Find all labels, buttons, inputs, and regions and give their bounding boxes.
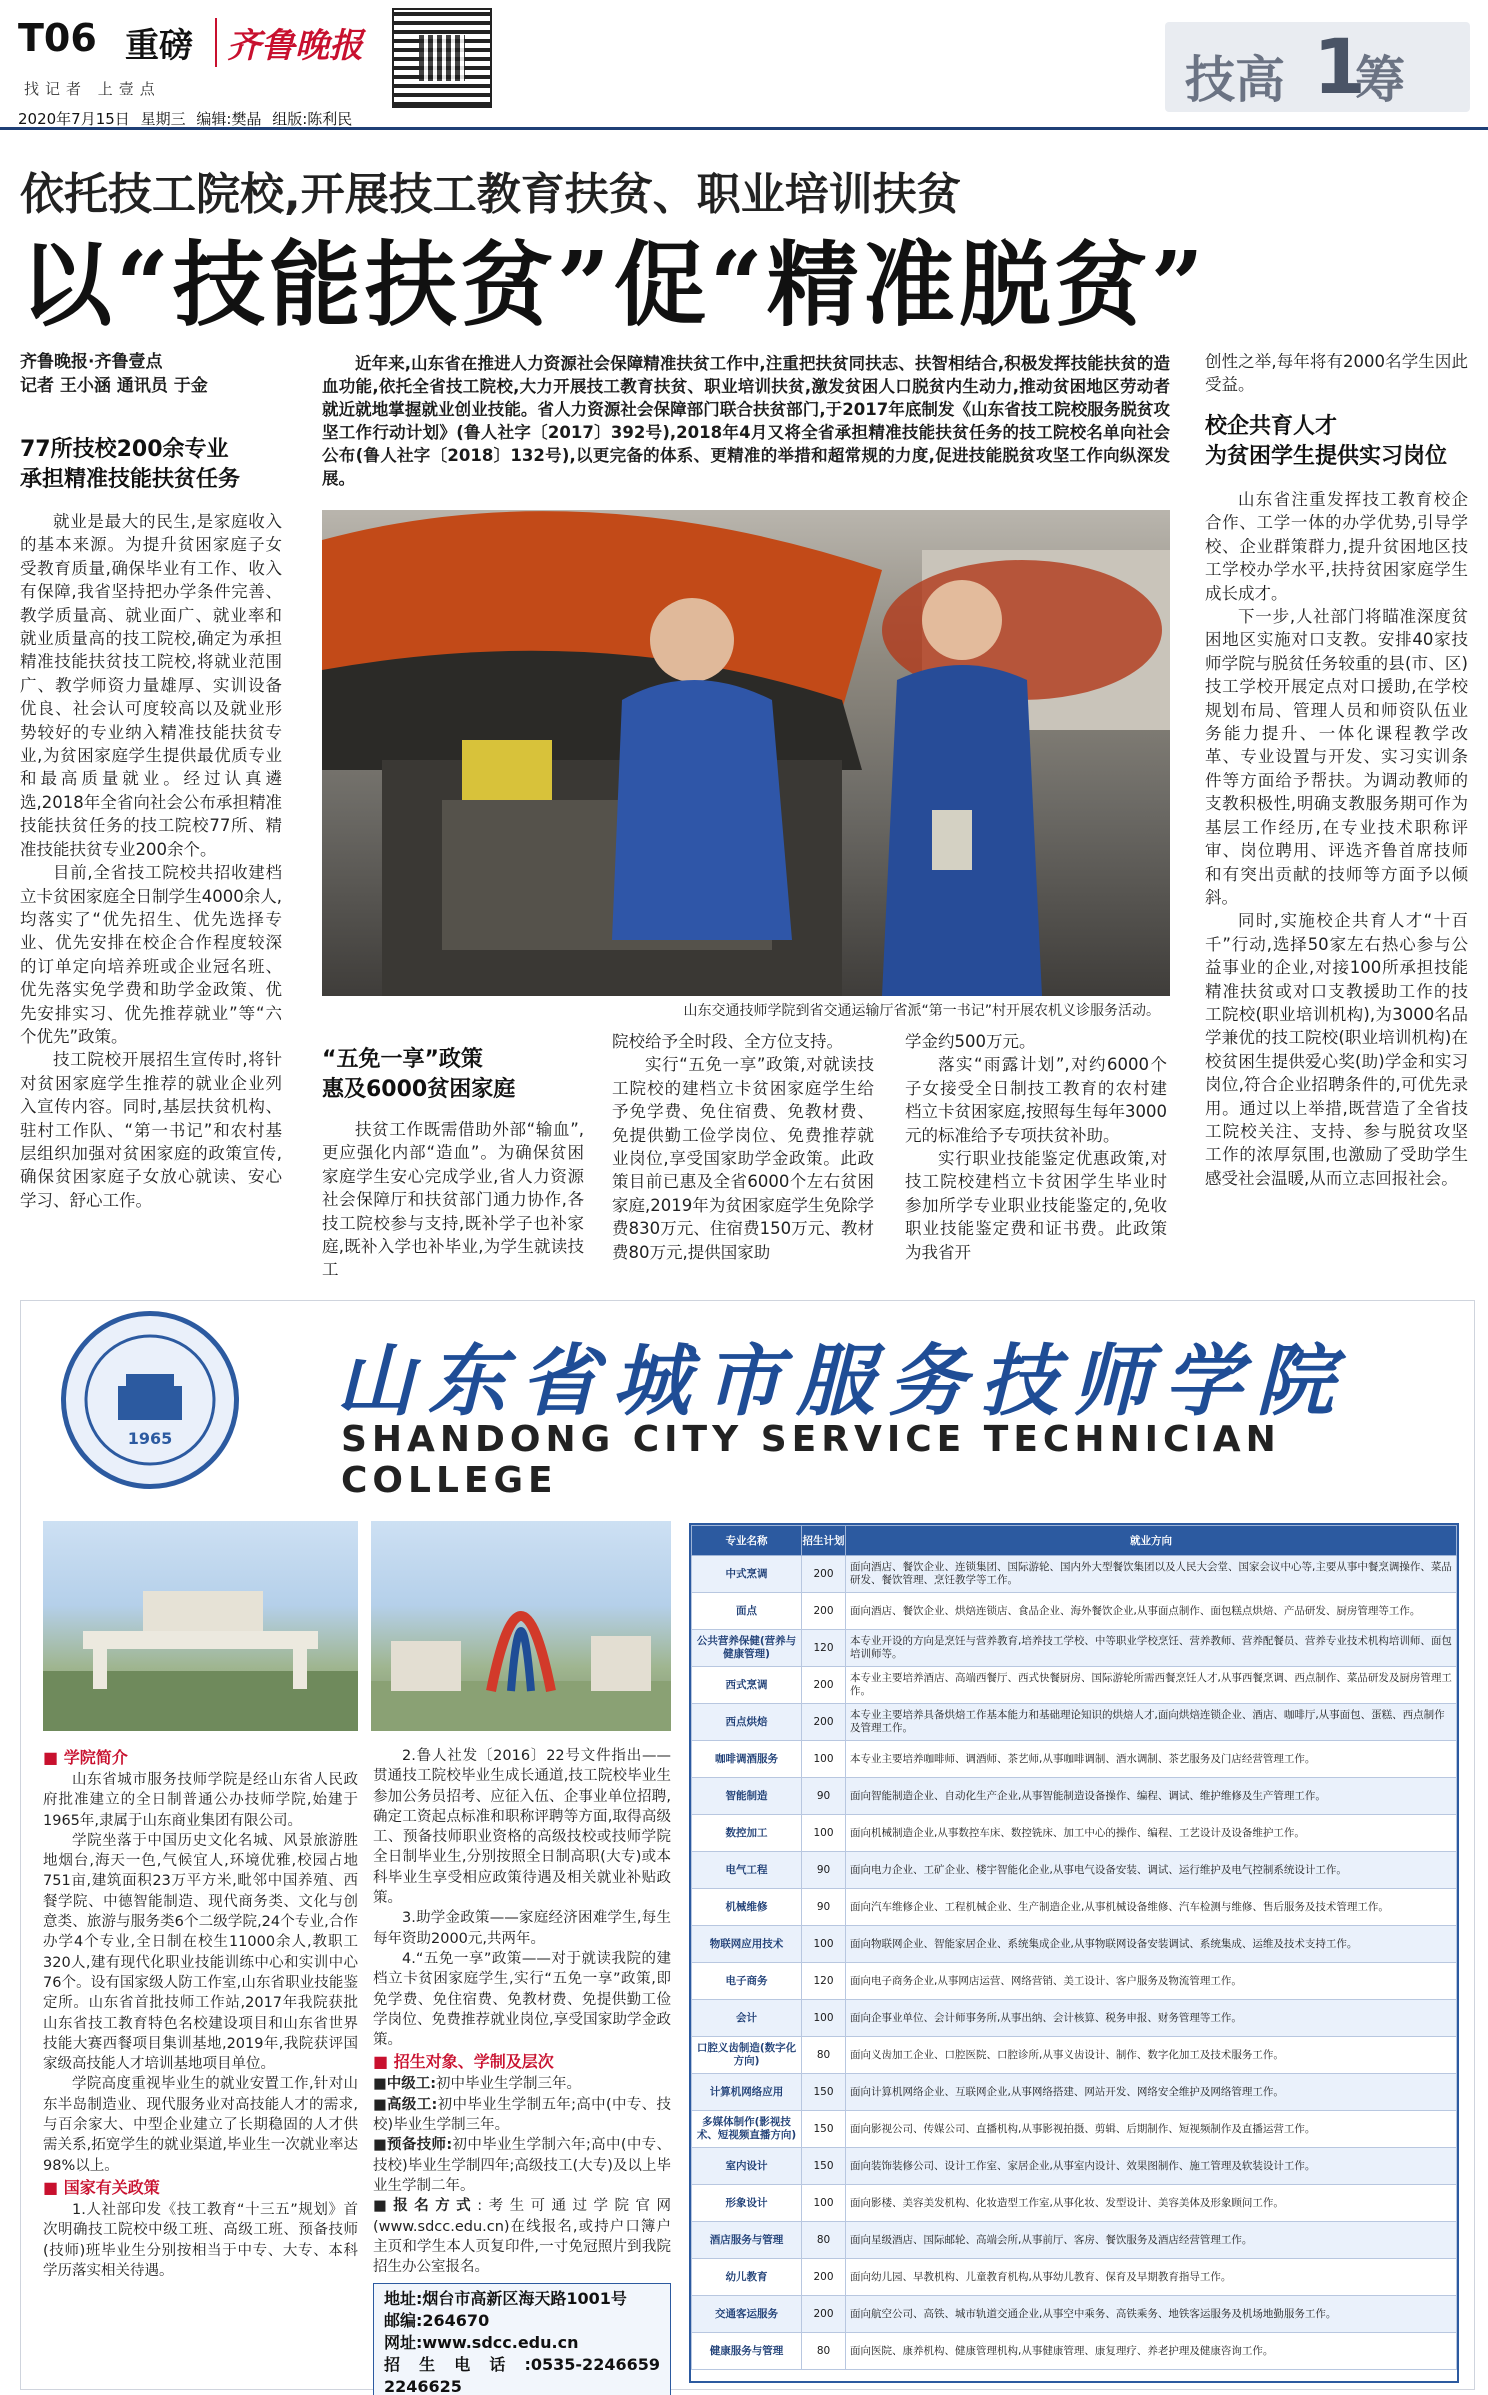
paragraph: 下一步,人社部门将瞄准深度贫困地区实施对口支教。安排40家技师学院与脱贫任务较重的县(市、区)技工学校开展定点对口援助,在学校规划布局、管理人员和师资队伍业务能力提升、一体化课程教学改革、专业设置与开发、实习实训条件等方面给予帮扶。为调动教师的支教积极性,明确支教服务期可作为基层工作经历,在专业技术职称评审、岗位聘用、评选齐鲁首席技师和有突出贡献的技师等方面予以倾斜。	[1205, 607, 1468, 907]
college-name-cn: 山东省城市服务技师学院	[336, 1336, 1349, 1427]
table-row	[692, 1815, 1457, 1852]
major-name-cell: 中式烹调	[692, 1556, 802, 1593]
apply-heading: 报名方式	[393, 2198, 478, 2215]
enroll-mid: ■中级工:初中毕业生学制三年。	[373, 2076, 582, 2093]
major-plan-cell: 100	[802, 2185, 846, 2222]
newspaper-name: 齐鲁晚报	[215, 18, 363, 67]
table-row	[692, 1704, 1457, 1741]
headline: 以“技能扶贫”促“精准脱贫”	[20, 231, 1208, 339]
byline-authors: 记者 王小涵 通讯员 于金	[20, 376, 208, 396]
masthead	[0, 0, 1488, 130]
table-row	[692, 1741, 1457, 1778]
postcode: 邮编:264670	[384, 2311, 490, 2331]
major-name-cell: 交通客运服务	[692, 2296, 802, 2333]
paragraph: 3.助学金政策——家庭经济困难学生,每生每年资助2000元,共两年。	[373, 1910, 671, 1947]
paragraph: 4.“五免一享”政策——对于就读我院的建档立卡贫困家庭学生,实行“五免一享”政策,即免学费、免住宿费、免教材费、免提供勤工俭学岗位、免费推荐就业岗位,享受国家助学金政策。	[373, 1950, 671, 2049]
table-header-direction: 就业方向	[846, 1526, 1457, 1556]
majors-table-panel	[689, 1523, 1459, 2383]
major-direction-cell: 面向企事业单位、会计师事务所,从事出纳、会计核算、税务申报、财务管理等工作。	[846, 2000, 1457, 2037]
major-name-cell: 幼儿教育	[692, 2259, 802, 2296]
major-plan-cell: 200	[802, 1667, 846, 1704]
column-logo-text-a: 技高	[1185, 51, 1285, 109]
major-name-cell: 健康服务与管理	[692, 2333, 802, 2370]
apply-method: ■报名方式:考生可通过学院官网(www.sdcc.edu.cn)在线报名,或持户口簿户主页和学生本人页复印件,一寸免冠照片到我院招生办公室报名。	[373, 2198, 672, 2276]
policy-heading: ■ 国家有关政策	[43, 2177, 160, 2197]
majors-table-body	[692, 1556, 1457, 2370]
lead-paragraph	[322, 352, 1170, 490]
major-plan-cell: 200	[802, 2296, 846, 2333]
major-direction-cell: 面向计算机网络企业、互联网企业,从事网络搭建、网站开发、网络安全维护及网络管理工作。	[846, 2074, 1457, 2111]
table-row	[692, 1630, 1457, 1667]
column-5	[1205, 488, 1468, 1190]
enroll-phone: 招生电话:0535-2246659 2246625	[384, 2355, 660, 2395]
qr-code-icon[interactable]	[392, 8, 492, 108]
paragraph: 山东省注重发挥技工教育校企合作、工学一体的办学优势,引导学校、企业群策群力,提升贫困地区技工学校办学水平,扶持贫困家庭学生成长成才。	[1205, 490, 1468, 603]
table-row	[692, 2259, 1457, 2296]
enroll-heading: ■ 招生对象、学制及层次	[373, 2052, 554, 2072]
enroll-pre-label: 预备技师:	[387, 2137, 453, 2154]
major-direction-cell: 面向幼儿园、早教机构、儿童教育机构,从事幼儿教育、保育及早期教育指导工作。	[846, 2259, 1457, 2296]
major-name-cell: 西式烹调	[692, 1667, 802, 1704]
major-plan-cell: 100	[802, 1815, 846, 1852]
intro-heading-text: 学院简介	[63, 1748, 128, 1767]
section-name: 重磅	[125, 26, 193, 66]
table-row	[692, 1889, 1457, 1926]
subheading-1: 77所技校200余专业 承担精准技能扶贫任务	[20, 437, 241, 492]
page-number: T06	[18, 16, 97, 60]
major-name-cell: 智能制造	[692, 1778, 802, 1815]
major-direction-cell: 面向航空公司、高铁、城市轨道交通企业,从事空中乘务、高铁乘务、地铁客运服务及机场地勤服务工作。	[846, 2296, 1457, 2333]
major-plan-cell: 80	[802, 2222, 846, 2259]
editor: 编辑:樊晶	[196, 110, 262, 128]
major-plan-cell: 200	[802, 1556, 846, 1593]
major-direction-cell: 面向影楼、美容美发机构、化妆造型工作室,从事化妆、发型设计、美容美体及形象顾问工作。	[846, 2185, 1457, 2222]
enroll-high: ■高级工:初中毕业生学制五年;高中(中专、技校)毕业生学制三年。	[373, 2096, 671, 2134]
college-logo-icon	[61, 1311, 239, 1489]
byline	[20, 350, 280, 398]
table-row	[692, 2185, 1457, 2222]
major-name-cell: 室内设计	[692, 2148, 802, 2185]
ad-column-2	[373, 1746, 671, 2395]
table-header-major: 专业名称	[692, 1526, 802, 1556]
campus-gate-photo	[43, 1521, 358, 1731]
column-1	[20, 510, 282, 1212]
table-row	[692, 2296, 1457, 2333]
major-direction-cell: 面向汽车维修企业、工程机械企业、生产制造企业,从事机械设备维修、汽车检测与维修、售后服务及技术管理工作。	[846, 1889, 1457, 1926]
major-direction-cell: 面向医院、康养机构、健康管理机构,从事健康管理、康复理疗、养老护理及健康咨询工作。	[846, 2333, 1457, 2370]
table-row	[692, 2333, 1457, 2370]
enroll-pre: ■预备技师:初中毕业生学制六年;高中(中专、技校)毕业生学制四年;高级技工(大专)及以上毕业生学制二年。	[373, 2137, 671, 2194]
major-plan-cell: 200	[802, 2259, 846, 2296]
table-row	[692, 2037, 1457, 2074]
table-row	[692, 1778, 1457, 1815]
major-plan-cell: 200	[802, 1593, 846, 1630]
paragraph: 扶贫工作既需借助外部“输血”,更应强化内部“造血”。为确保贫困家庭学生安心完成学业,省人力资源社会保障厅和扶贫部门通力协作,各技工院校参与支持,既补学子也补家庭,既补入学也补毕业,为学生就读技工	[322, 1120, 584, 1280]
major-plan-cell: 90	[802, 1889, 846, 1926]
paragraph: 院校给予全时段、全方位支持。	[612, 1032, 843, 1051]
major-plan-cell: 200	[802, 1704, 846, 1741]
column-4	[905, 1030, 1167, 1264]
major-name-cell: 机械维修	[692, 1889, 802, 1926]
paragraph: 学院高度重视毕业生的就业安置工作,针对山东半岛制造业、现代服务业对高技能人才的需求,与百余家大、中型企业建立了长期稳固的人才供需关系,拓宽学生的就业渠道,毕业生一次就业率达98%以上。	[43, 2076, 358, 2174]
major-direction-cell: 面向酒店、餐饮企业、烘焙连锁店、食品企业、海外餐饮企业,从事面点制作、面包糕点烘焙、产品研发、厨房管理等工作。	[846, 1593, 1457, 1630]
college-emblem	[66, 1316, 234, 1484]
major-direction-cell: 面向酒店、餐饮企业、连锁集团、国际游轮、国内外大型餐饮集团以及人民大会堂、国家会议中心等,主要从事中餐烹调操作、菜品研发、餐饮管理、烹饪教学等工作。	[846, 1556, 1457, 1593]
issue-weekday: 星期三	[140, 110, 186, 128]
major-direction-cell: 本专业开设的方向是烹饪与营养教育,培养技工学校、中等职业学校烹饪、营养教师、营养配餐员、营养专业技术机构培训师、面包培训师等。	[846, 1630, 1457, 1667]
college-advertisement	[20, 1300, 1475, 2395]
campus-sculpture-photo	[371, 1521, 671, 1731]
major-plan-cell: 120	[802, 1630, 846, 1667]
paragraph: 山东省城市服务技师学院是经山东省人民政府批准建立的全日制普通公办技师学院,始建于1965年,隶属于山东商业集团有限公司。	[43, 1772, 358, 1829]
major-direction-cell: 面向星级酒店、国际邮轮、高端会所,从事前厅、客房、餐饮服务及酒店经营管理工作。	[846, 2222, 1457, 2259]
campus-gate-illustration	[43, 1521, 358, 1731]
paragraph: 实行职业技能鉴定优惠政策,对技工院校建档立卡贫困学生毕业时参加所学专业职业技能鉴定的,免收职业技能鉴定费和证书费。此政策为我省开	[905, 1149, 1167, 1262]
major-direction-cell: 本专业主要培养具备烘焙工作基本能力和基础理论知识的烘焙人才,面向烘焙连锁企业、酒店、咖啡厅,从事面包、蛋糕、西点制作及管理工作。	[846, 1704, 1457, 1741]
intro-heading: ■ 学院简介	[43, 1748, 128, 1767]
paragraph: 学院坐落于中国历史文化名城、风景旅游胜地烟台,海天一色,气候宜人,环境优雅,校园占地751亩,建筑面积23万平方米,毗邻中国养殖、西餐学院、中德智能制造、现代商务类、文化与创意类、旅游与服务类6个二级学院,24个专业,合作办学4个专业,全日制在校生11000余人,教职工320人,建有现代化职业技能训练中心和实训中心76个。设有国家级人防工作室,山东省职业技能鉴定所。山东省首批技师工作站,2017年我院获批山东省技工教育特色名校建设项目和山东省世界技能大赛西餐项目集训基地,2019年,我院获评国家级高技能人才培训基地项目单位。	[43, 1832, 358, 2073]
major-direction-cell: 面向智能制造企业、自动化生产企业,从事智能制造设备操作、编程、调试、维护维修及生产管理工作。	[846, 1778, 1457, 1815]
table-row	[692, 2000, 1457, 2037]
kicker: 依托技工院校,开展技工教育扶贫、职业培训扶贫	[20, 169, 961, 220]
issue-date: 2020年7月15日	[18, 110, 130, 128]
major-name-cell: 电气工程	[692, 1852, 802, 1889]
paragraph: 落实“雨露计划”,对约6000个子女接受全日制技工教育的农村建档立卡贫困家庭,按照每生每年3000元的标准给予专项扶贫补助。	[905, 1055, 1167, 1145]
major-name-cell: 物联网应用技术	[692, 1926, 802, 1963]
major-direction-cell: 本专业主要培养咖啡师、调酒师、茶艺师,从事咖啡调制、酒水调制、茶艺服务及门店经营管理工作。	[846, 1741, 1457, 1778]
enroll-mid-label: 中级工:	[386, 2076, 437, 2093]
major-name-cell: 形象设计	[692, 2185, 802, 2222]
major-direction-cell: 面向装饰装修公司、设计工作室、家居企业,从事室内设计、效果图制作、施工管理及软装设计工作。	[846, 2148, 1457, 2185]
website-link[interactable]: 网址:www.sdcc.edu.cn	[384, 2333, 579, 2353]
photo-caption: 山东交通技师学院到省交通运输厅省派“第一书记”村开展农机义诊服务活动。	[322, 997, 1170, 1025]
major-direction-cell: 面向影视公司、传媒公司、直播机构,从事影视拍摄、剪辑、后期制作、短视频制作及直播运营工作。	[846, 2111, 1457, 2148]
subheading-2: “五免一享”政策 惠及6000贫困家庭	[322, 1047, 516, 1102]
campus-sculpture-illustration	[371, 1521, 671, 1731]
major-plan-cell: 90	[802, 1778, 846, 1815]
table-row	[692, 2222, 1457, 2259]
major-name-cell: 会计	[692, 2000, 802, 2037]
column-3	[612, 1030, 874, 1264]
majors-table	[691, 1525, 1457, 2370]
column-logo-number: 1	[1313, 22, 1366, 111]
paragraph: 技工院校开展招生宣传时,将针对贫困家庭学生推荐的就业企业列入宣传内容。同时,基层扶贫机构、驻村工作队、“第一书记”和农村基层组织加强对贫困家庭的政策宣传,确保贫困家庭子女放心就读、安心学习、舒心工作。	[20, 1050, 282, 1210]
major-plan-cell: 90	[802, 1852, 846, 1889]
major-plan-cell: 80	[802, 2037, 846, 2074]
enroll-mid-value: 初中毕业生学制三年。	[436, 2076, 582, 2093]
slogan: 找记者 上壹点	[24, 80, 161, 98]
paragraph: 2.鲁人社发〔2016〕22号文件指出——贯通技工院校毕业生成长通道,技工院校毕业生参加公务员招考、应征入伍、企事业单位招聘,确定工资起点标准和职称评聘等方面,取得高级工、预备技师职业资格的高级技校或技师学院全日制毕业生,分别按照全日制高职(大专)或本科毕业生享受相应政策待遇及相关就业补贴政策。	[373, 1748, 671, 1907]
major-name-cell: 酒店服务与管理	[692, 2222, 802, 2259]
paragraph: 目前,全省技工院校共招收建档立卡贫困家庭全日制学生4000余人,均落实了“优先招生、优先选择专业、优先安排在校企合作程度较深的订单定向培养班或企业冠名班、优先落实免学费和助学金政策、优先安排实习、优先推荐就业”等“六个优先”政策。	[20, 863, 282, 1046]
major-name-cell: 咖啡调酒服务	[692, 1741, 802, 1778]
major-name-cell: 公共营养保健(营养与健康管理)	[692, 1630, 802, 1667]
ad-column-1	[43, 1746, 358, 2281]
column-2	[322, 1118, 584, 1282]
table-row	[692, 1556, 1457, 1593]
paragraph: 1.人社部印发《技工教育“十三五”规划》首次明确技工院校中级工班、高级工班、预备技师(技师)班毕业生分别按相当于中专、大专、本科学历落实相关待遇。	[43, 2201, 358, 2279]
major-plan-cell: 80	[802, 2333, 846, 2370]
major-name-cell: 数控加工	[692, 1815, 802, 1852]
paragraph: 实行“五免一享”政策,对就读技工院校的建档立卡贫困家庭学生给予免学费、免住宿费、免教材费、免提供勤工俭学岗位、免费推荐就业岗位,享受国家助学金政策。此政策目前已惠及全省6000个左右贫困家庭,2019年为贫困家庭学生免除学费830万元、住宿费150万元、教材费80万元,提供国家助	[612, 1055, 874, 1262]
paragraph: 创性之举,每年将有2000名学生因此受益。	[1205, 352, 1468, 395]
major-plan-cell: 100	[802, 1741, 846, 1778]
table-header-plan: 招生计划	[802, 1526, 846, 1556]
major-name-cell: 西点烘焙	[692, 1704, 802, 1741]
major-plan-cell: 100	[802, 2000, 846, 2037]
lead-text: 近年来,山东省在推进人力资源社会保障精准扶贫工作中,注重把扶贫同扶志、扶智相结合,积极发挥技能扶贫的造血功能,依托全省技工院校,大力开展技工教育扶贫、职业培训扶贫,激发贫困人口脱贫内生动力,推动贫困地区劳动者就近就地掌握就业创业技能。省人力资源社会保障部门联合扶贫部门,于2017年底制发《山东省技工院校服务脱贫攻坚工作行动计划》(鲁人社字〔2017〕392号),2018年4月又将全省承担精准技能扶贫任务的技工院校名单向社会公布(鲁人社字〔2018〕132号),以更完备的体系、更精准的举措和超常规的力度,促进技能脱贫攻坚工作向纵深发展。	[322, 354, 1170, 488]
column-logo	[1165, 22, 1470, 112]
major-direction-cell: 面向电力企业、工矿企业、楼宇智能化企业,从事电气设备安装、调试、运行维护及电气控制系统设计工作。	[846, 1852, 1457, 1889]
dateline	[18, 108, 352, 129]
major-direction-cell: 面向电子商务企业,从事网店运营、网络营销、美工设计、客户服务及物流管理工作。	[846, 1963, 1457, 2000]
subheading-3: 校企共育人才 为贫困学生提供实习岗位	[1205, 414, 1448, 469]
major-name-cell: 多媒体制作(影视技术、短视频直播方向)	[692, 2111, 802, 2148]
designer: 组版:陈利民	[272, 110, 353, 128]
paragraph: 就业是最大的民生,是家庭收入的基本来源。为提升贫困家庭子女受教育质量,确保毕业有工作、收入有保障,我省坚持把办学条件完善、教学质量高、就业面广、就业率和就业质量高的技工院校,确定为承担精准技能扶贫技工院校,将就业范围广、教学师资力量雄厚、实训设备优良、社会认可度较高以及就业形势较好的专业纳入精准技能扶贫专业,为贫困家庭学生提供最优质专业和最高质量就业。经过认真遴选,2018年全省向社会公布承担精准技能扶贫任务的技工院校77所、精准技能扶贫专业200余个。	[20, 512, 282, 859]
major-direction-cell: 面向机械制造企业,从事数控车床、数控铣床、加工中心的操作、编程、工艺设计及设备维护工作。	[846, 1815, 1457, 1852]
major-direction-cell: 面向物联网企业、智能家居企业、系统集成企业,从事物联网设备安装调试、系统集成、运维及技术支持工作。	[846, 1926, 1457, 1963]
paragraph: 同时,实施校企共育人才“十百千”行动,选择50家左右热心参与公益事业的企业,对接100所承担技能精准扶贫或对口支教援助工作的技工院校(职业培训机构),为3000名品学兼优的技工院校(职业培训机构)在校贫困生提供爱心奖(助)学金和实习岗位,符合企业招聘条件的,可优先录用。通过以上举措,既营造了全省技工院校关注、支持、参与脱贫攻坚工作的浓厚氛围,也激励了受助学生感受社会温暖,从而立志回报社会。	[1205, 911, 1468, 1188]
major-plan-cell: 150	[802, 2148, 846, 2185]
paragraph: 学金约500万元。	[905, 1032, 1036, 1051]
apply-text: 考生可通过学院官网(www.sdcc.edu.cn)在线报名,或持户口簿户主页和学生本人页复印件,一寸免冠照片到我院招生办公室报名。	[373, 2198, 672, 2276]
enroll-high-value: 初中毕业生学制五年;高中(中专、技校)毕业生学制三年。	[373, 2096, 671, 2134]
major-plan-cell: 150	[802, 2111, 846, 2148]
major-name-cell: 电子商务	[692, 1963, 802, 2000]
table-row	[692, 1593, 1457, 1630]
table-row	[692, 1926, 1457, 1963]
major-name-cell: 计算机网络应用	[692, 2074, 802, 2111]
table-row	[692, 1667, 1457, 1704]
college-founded-year: 1965	[127, 1429, 173, 1448]
contact-box	[373, 2283, 671, 2395]
policy-heading-text: 国家有关政策	[63, 2177, 160, 2197]
enroll-heading-text: 招生对象、学制及层次	[393, 2052, 554, 2072]
table-row	[692, 2111, 1457, 2148]
major-name-cell: 口腔义齿制造(数字化方向)	[692, 2037, 802, 2074]
table-row	[692, 2074, 1457, 2111]
column-logo-text-b: 筹	[1355, 51, 1405, 109]
table-row	[692, 2148, 1457, 2185]
address: 地址:烟台市高新区海天路1001号	[384, 2289, 627, 2309]
enroll-pre-value: 初中毕业生学制六年;高中(中专、技校)毕业生学制四年;高级技工(大专)及以上毕业生学制二年。	[373, 2137, 671, 2194]
column-5-top	[1205, 350, 1468, 397]
news-photo	[322, 510, 1170, 996]
major-plan-cell: 120	[802, 1963, 846, 2000]
enroll-high-label: 高级工:	[387, 2096, 438, 2113]
major-direction-cell: 面向义齿加工企业、口腔医院、口腔诊所,从事义齿设计、制作、数字化加工及技术服务工作。	[846, 2037, 1457, 2074]
college-name-en: SHANDONG CITY SERVICE TECHNICIAN COLLEGE	[341, 1419, 1281, 1501]
major-direction-cell: 本专业主要培养酒店、高端西餐厅、西式快餐厨房、国际游轮所需西餐烹饪人才,从事西餐烹调、西点制作、菜品研发及厨房管理工作。	[846, 1667, 1457, 1704]
byline-source: 齐鲁晚报·齐鲁壹点	[20, 352, 163, 372]
table-row	[692, 1963, 1457, 2000]
major-plan-cell: 150	[802, 2074, 846, 2111]
major-name-cell: 面点	[692, 1593, 802, 1630]
tractor-repair-illustration	[322, 510, 1170, 996]
table-row	[692, 1852, 1457, 1889]
major-plan-cell: 100	[802, 1926, 846, 1963]
